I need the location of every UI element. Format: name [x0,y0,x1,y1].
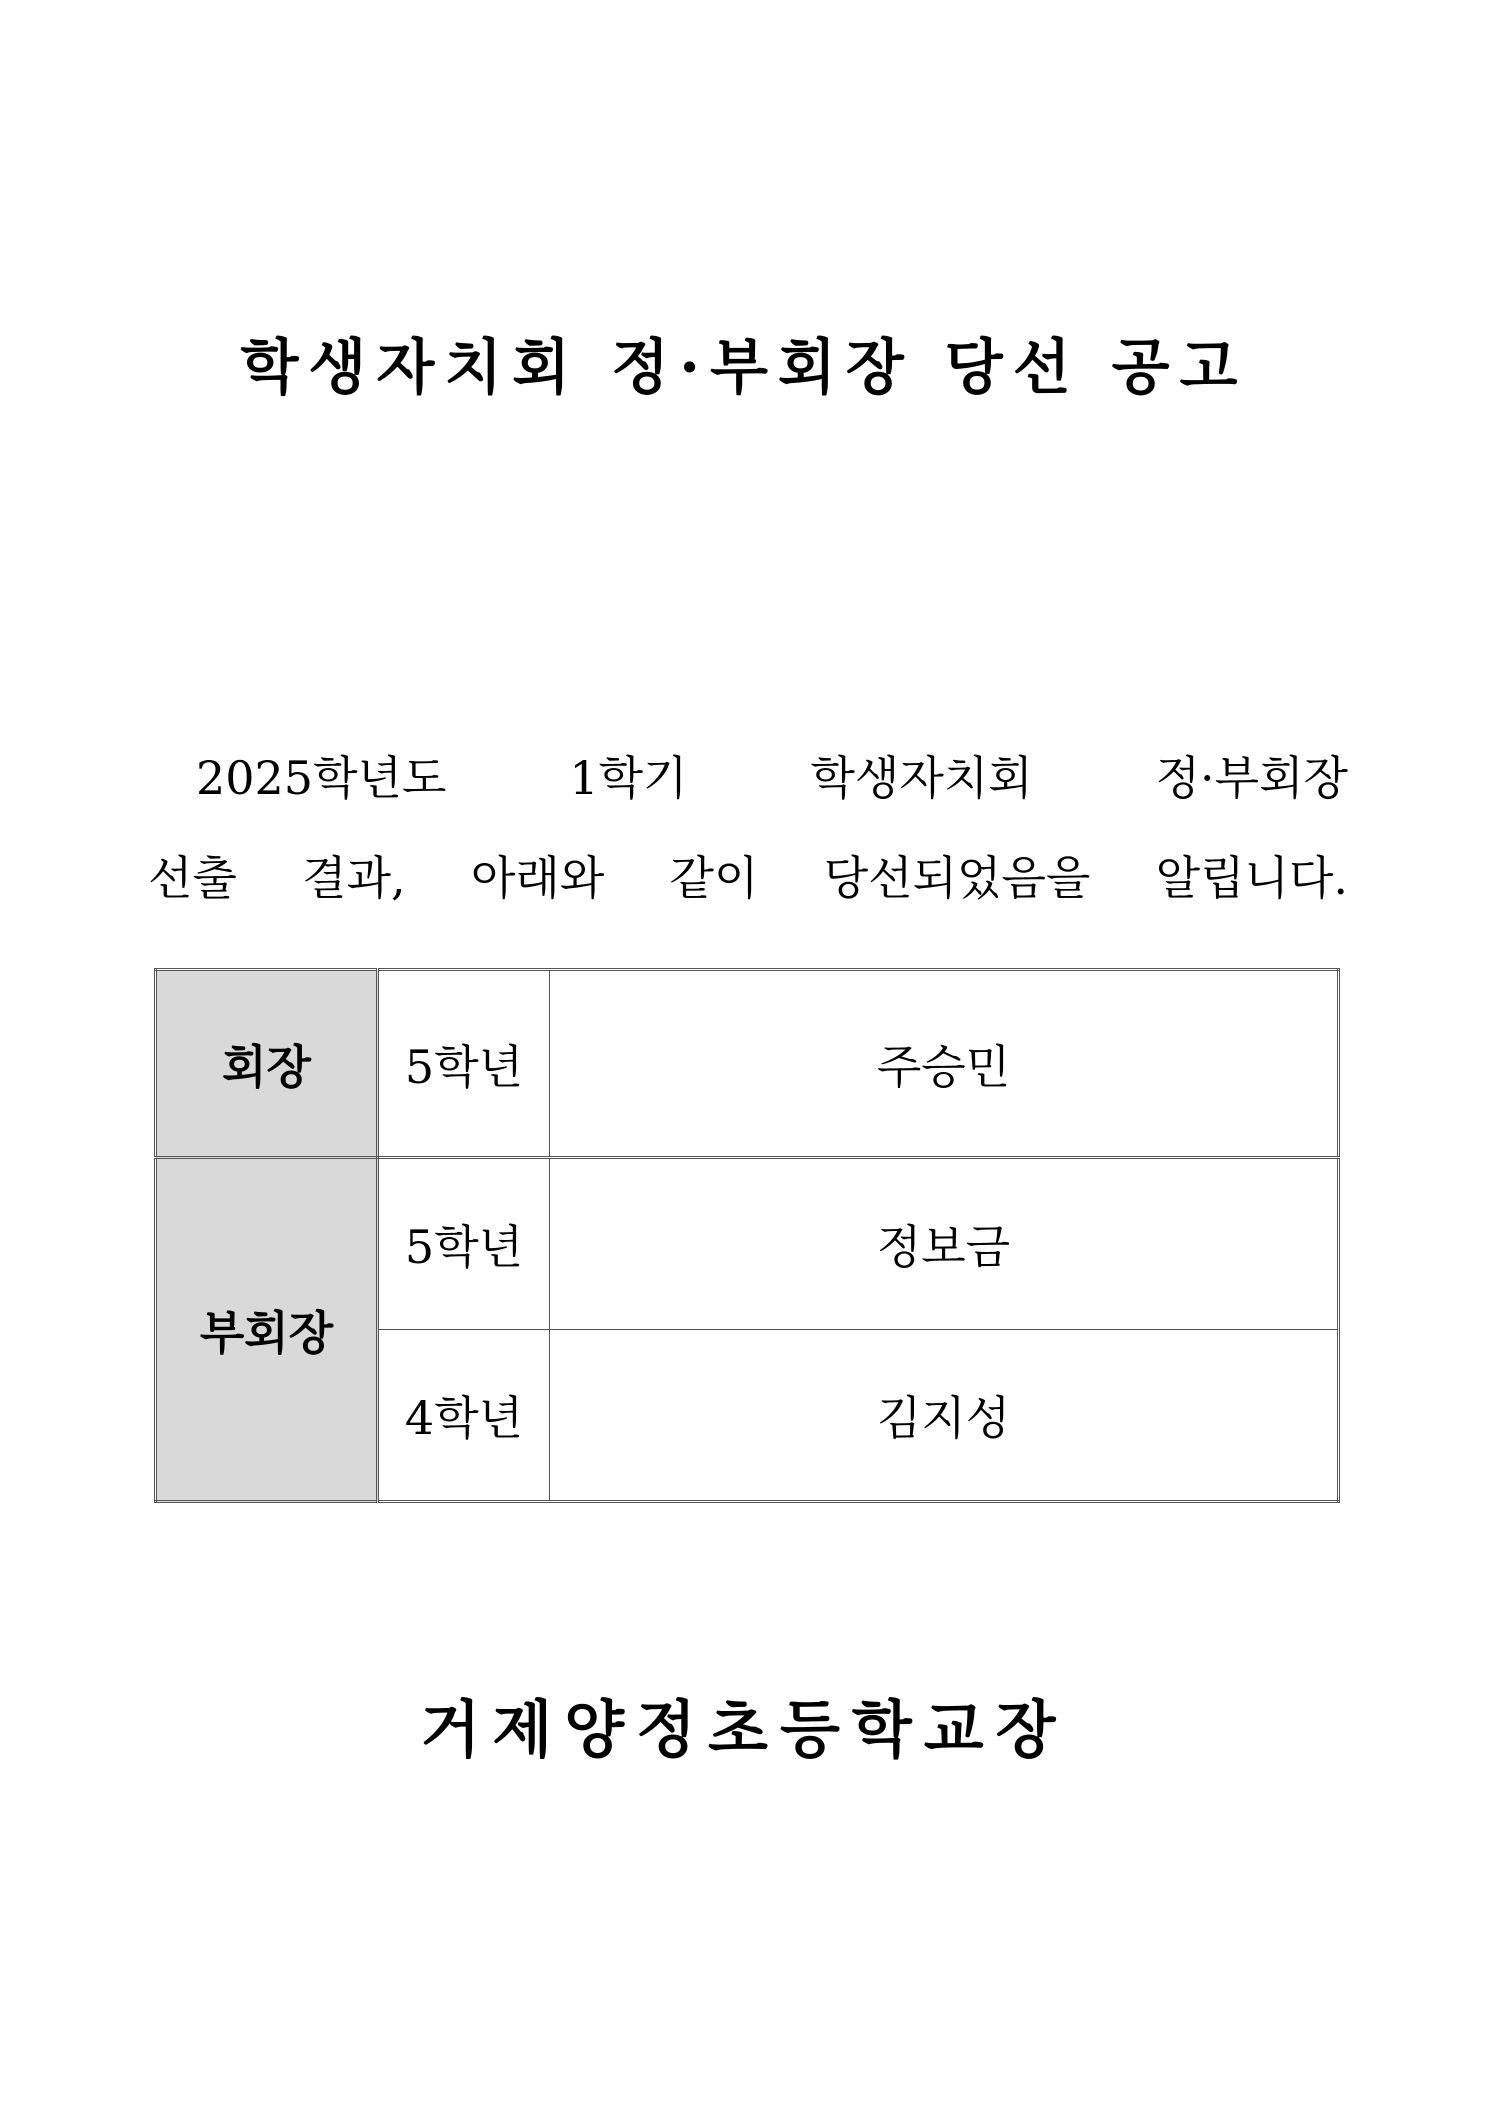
vice-president-1-name: 정보금 [550,1158,1339,1330]
role-vice-president: 부회장 [156,1158,378,1502]
president-grade: 5학년 [378,970,550,1158]
notice-text [148,728,1348,928]
school-principal-signature: 거제양정초등학교장 [420,1693,1068,1766]
page-title: 학생자치회 정·부회장 당선 공고 [240,333,1248,403]
notice-line-1: 2025학년도 1학기 학생자치회 정·부회장 [196,751,1348,805]
vice-president-2-name: 김지성 [550,1330,1339,1502]
vice-president-2-grade: 4학년 [378,1330,550,1502]
notice-line-2: 선출 결과, 아래와 같이 당선되었음을 알립니다. [148,851,1348,905]
table-row-president [156,970,1339,1158]
table-row-vice-president-1 [156,1158,1339,1330]
election-results-table [154,968,1340,1503]
president-name: 주승민 [550,970,1339,1158]
role-president: 회장 [156,970,378,1158]
vice-president-1-grade: 5학년 [378,1158,550,1330]
